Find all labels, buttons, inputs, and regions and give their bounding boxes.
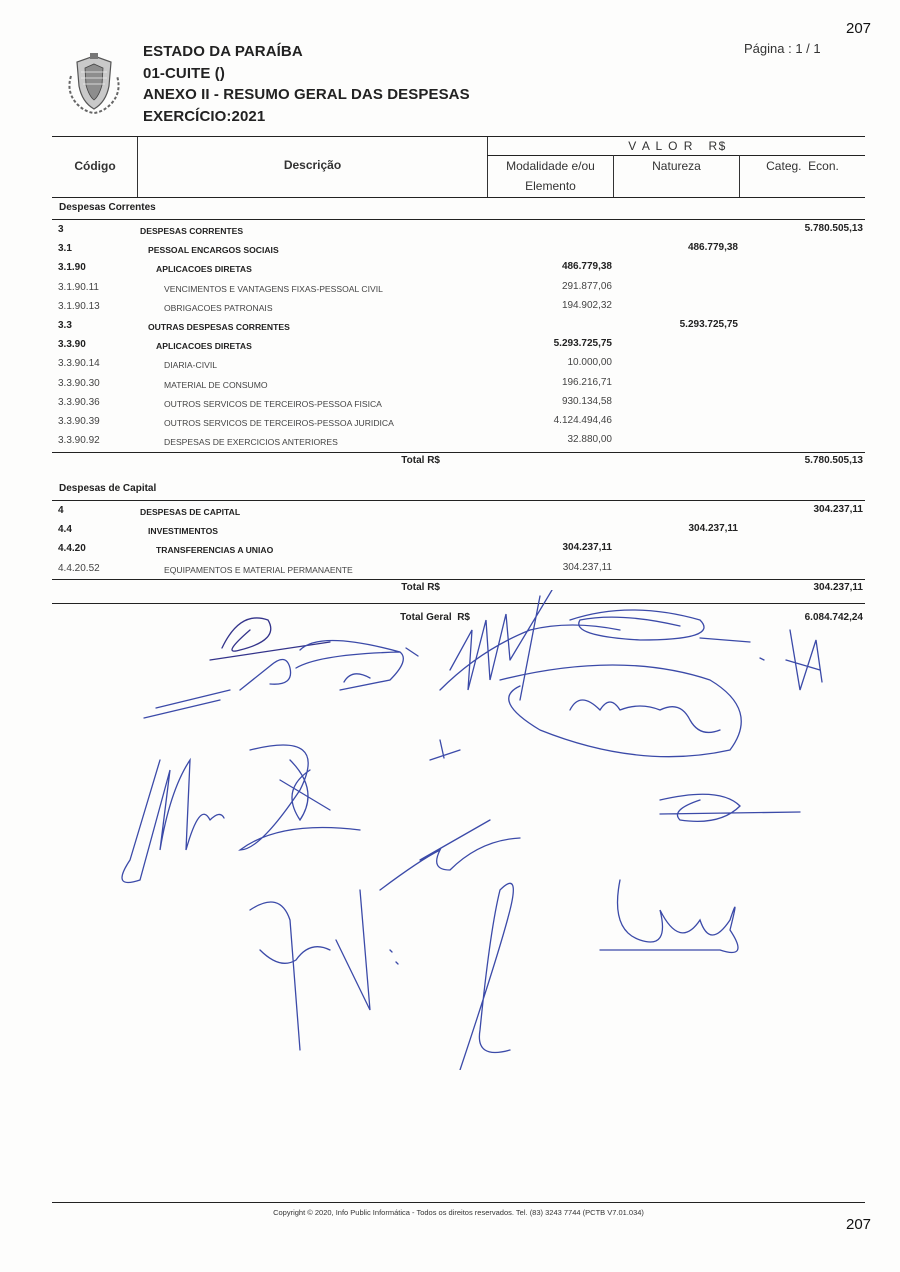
total-label: Total R$ bbox=[401, 455, 440, 466]
row-amount-nat: 304.237,11 bbox=[688, 523, 738, 535]
column-header-codigo: Código bbox=[74, 159, 116, 173]
header-bottom-rule bbox=[52, 197, 865, 198]
header-year: EXERCÍCIO:2021 bbox=[143, 108, 266, 125]
total-value: 5.780.505,13 bbox=[804, 455, 863, 466]
row-code: 3.3 bbox=[58, 320, 72, 331]
table-row bbox=[55, 413, 865, 432]
row-amount-mod: 32.880,00 bbox=[567, 434, 612, 446]
column-header-natureza: Natureza bbox=[652, 159, 701, 173]
table-row bbox=[55, 221, 865, 240]
header-divider-1 bbox=[137, 137, 138, 197]
valor-underline bbox=[487, 155, 865, 156]
header-entity: 01-CUITE () bbox=[143, 65, 225, 82]
column-header-valor: V A L O R R$ bbox=[628, 139, 727, 153]
grand-total-label: Total Geral R$ bbox=[400, 612, 470, 623]
row-description: OBRIGACOES PATRONAIS bbox=[164, 302, 273, 313]
row-amount-mod: 304.237,11 bbox=[562, 542, 612, 554]
row-code: 4.4.20 bbox=[58, 543, 86, 555]
row-description: OUTRAS DESPESAS CORRENTES bbox=[148, 322, 290, 332]
row-description: DESPESAS CORRENTES bbox=[140, 226, 244, 236]
row-code: 3.3.90.36 bbox=[58, 396, 100, 408]
row-code: 3.3.90 bbox=[58, 339, 86, 351]
row-amount-mod: 291.877,06 bbox=[561, 280, 612, 292]
row-code: 3.1.90 bbox=[58, 262, 86, 274]
row-amount-cat: 5.780.505,13 bbox=[804, 223, 863, 234]
row-amount-mod: 10.000,00 bbox=[567, 357, 612, 369]
row-code: 3.1.90.11 bbox=[58, 281, 99, 293]
section-title: Despesas de Capital bbox=[59, 483, 157, 494]
row-description: DESPESAS DE EXERCICIOS ANTERIORES bbox=[164, 437, 338, 448]
total-rule bbox=[52, 579, 865, 580]
row-description: OUTROS SERVICOS DE TERCEIROS-PESSOA JURIDICA bbox=[164, 418, 394, 428]
column-header-modalidade-line1: Modalidade e/ou bbox=[506, 159, 595, 173]
row-description: INVESTIMENTOS bbox=[148, 526, 219, 537]
page-indicator: Página : 1 / 1 bbox=[744, 41, 821, 56]
state-crest bbox=[63, 52, 125, 116]
table-row bbox=[55, 355, 865, 374]
table-row bbox=[55, 394, 865, 413]
row-code: 3.3.90.14 bbox=[58, 358, 100, 370]
table-row bbox=[55, 240, 865, 259]
total-rule bbox=[52, 452, 865, 453]
row-code: 3.1.90.13 bbox=[58, 300, 100, 312]
header-title: ANEXO II - RESUMO GERAL DAS DESPESAS bbox=[143, 86, 470, 103]
header-state: ESTADO DA PARAÍBA bbox=[143, 43, 303, 60]
row-description: MATERIAL DE CONSUMO bbox=[164, 379, 268, 390]
row-description: TRANSFERENCIAS A UNIAO bbox=[156, 545, 274, 556]
signatures bbox=[100, 590, 840, 1070]
column-header-modalidade-line2: Elemento bbox=[525, 179, 576, 193]
row-amount-mod: 194.902,32 bbox=[561, 299, 612, 311]
row-amount-nat: 5.293.725,75 bbox=[679, 319, 738, 330]
footer-rule bbox=[52, 1202, 865, 1203]
grand-total-value: 6.084.742,24 bbox=[804, 612, 863, 623]
table-row bbox=[55, 298, 865, 317]
row-description: APLICACOES DIRETAS bbox=[156, 341, 252, 352]
row-description: APLICACOES DIRETAS bbox=[156, 264, 252, 275]
row-description: PESSOAL ENCARGOS SOCIAIS bbox=[148, 245, 279, 256]
row-description: DIARIA-CIVIL bbox=[164, 360, 218, 371]
section-title: Despesas Correntes bbox=[59, 202, 156, 213]
row-description: VENCIMENTOS E VANTAGENS FIXAS-PESSOAL CIVIL bbox=[164, 283, 383, 294]
table-row bbox=[55, 521, 865, 540]
table-row bbox=[55, 560, 865, 579]
row-code: 4 bbox=[58, 505, 64, 516]
row-code: 3.3.90.92 bbox=[58, 435, 100, 447]
table-row bbox=[55, 432, 865, 451]
footer-copyright: Copyright © 2020, Info Public Informática - Todos os direitos reservados. Tel. (83) 3243 7744 (PCTB V7.01.034) bbox=[273, 1208, 644, 1217]
header-top-rule bbox=[52, 136, 865, 137]
row-code: 3.1 bbox=[58, 243, 72, 255]
row-amount-mod: 486.779,38 bbox=[561, 261, 612, 273]
row-amount-mod: 196.216,71 bbox=[561, 376, 612, 388]
row-code: 4.4 bbox=[58, 524, 72, 536]
row-amount-mod: 930.134,58 bbox=[561, 395, 612, 407]
page-number-top: 207 bbox=[846, 20, 872, 37]
row-description: OUTROS SERVICOS DE TERCEIROS-PESSOA FISICA bbox=[164, 398, 382, 409]
row-amount-nat: 486.779,38 bbox=[687, 242, 738, 254]
section-rule bbox=[52, 500, 865, 501]
row-amount-mod: 304.237,11 bbox=[562, 561, 612, 573]
table-row bbox=[55, 279, 865, 298]
table-row bbox=[55, 259, 865, 278]
table-row bbox=[55, 540, 865, 559]
table-row bbox=[55, 336, 865, 355]
row-description: DESPESAS DE CAPITAL bbox=[140, 507, 241, 517]
section-rule bbox=[52, 219, 865, 220]
row-description: EQUIPAMENTOS E MATERIAL PERMANAENTE bbox=[164, 564, 353, 575]
column-header-categ-econ: Categ. Econ. bbox=[766, 159, 839, 173]
table-row bbox=[55, 375, 865, 394]
row-code: 3 bbox=[58, 224, 64, 235]
row-amount-mod: 5.293.725,75 bbox=[553, 338, 612, 350]
total-label: Total R$ bbox=[401, 582, 440, 593]
table-row bbox=[55, 502, 865, 521]
column-header-descricao: Descrição bbox=[283, 158, 342, 172]
page-number-bottom: 207 bbox=[846, 1216, 872, 1233]
row-code: 3.3.90.30 bbox=[58, 377, 100, 389]
row-amount-mod: 4.124.494,46 bbox=[553, 415, 612, 426]
table-row bbox=[55, 317, 865, 336]
row-code: 4.4.20.52 bbox=[58, 562, 100, 574]
row-amount-cat: 304.237,11 bbox=[813, 504, 863, 515]
total-value: 304.237,11 bbox=[813, 582, 863, 593]
row-code: 3.3.90.39 bbox=[58, 416, 100, 427]
